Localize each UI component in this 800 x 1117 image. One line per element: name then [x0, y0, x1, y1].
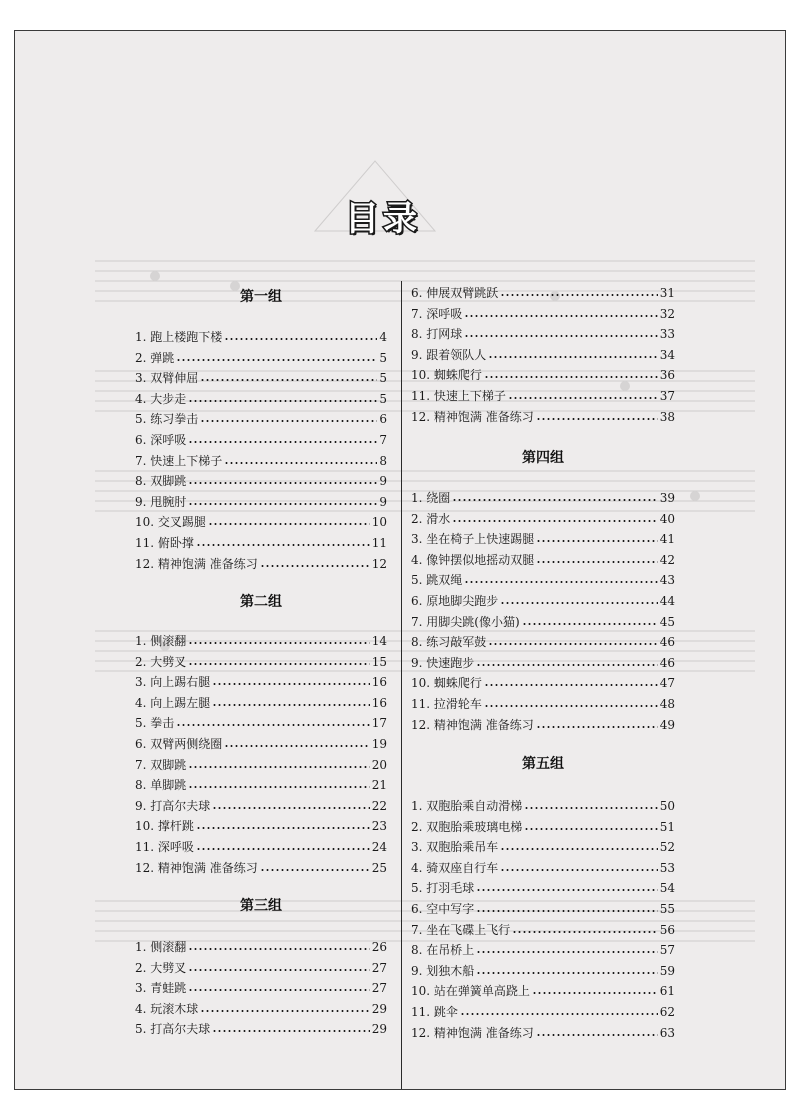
toc-entry[interactable] — [411, 878, 675, 898]
group-heading: 第一组 — [240, 289, 282, 305]
entry-title: 6. 空中写字 — [411, 902, 475, 916]
toc-entry[interactable] — [411, 673, 675, 693]
dot-leader — [188, 766, 369, 768]
dot-leader — [212, 1030, 369, 1032]
entry-page-number: 29 — [371, 1022, 387, 1037]
dot-leader — [188, 989, 369, 991]
dot-leader — [188, 441, 377, 443]
entry-page-number: 16 — [371, 675, 387, 690]
toc-entry[interactable] — [411, 488, 675, 508]
entry-title: 9. 甩腕肘 — [135, 494, 187, 509]
entry-page-number: 61 — [659, 984, 675, 999]
entry-page-number: 46 — [659, 635, 675, 650]
dot-leader — [208, 523, 370, 525]
entry-page-number: 5 — [379, 350, 387, 365]
entry-title: 4. 大步走 — [135, 391, 187, 406]
entry-title: 8. 双脚跳 — [135, 474, 187, 489]
toc-entry[interactable] — [411, 858, 675, 878]
entry-page-number: 44 — [659, 594, 675, 608]
entry-title: 11. 深呼吸 — [135, 840, 194, 854]
toc-entry[interactable] — [411, 796, 675, 816]
toc-entry[interactable] — [135, 755, 387, 775]
toc-entry[interactable] — [411, 653, 675, 673]
entry-page-number: 40 — [659, 511, 675, 526]
entry-page-number: 33 — [659, 327, 675, 342]
dot-leader — [196, 827, 370, 829]
toc-entry[interactable] — [135, 533, 387, 553]
entry-title: 6. 原地脚尖跑步 — [411, 594, 499, 608]
entry-page-number: 22 — [371, 798, 387, 813]
entry-title: 7. 深呼吸 — [411, 306, 463, 321]
toc-entry[interactable] — [411, 283, 675, 303]
entry-page-number: 17 — [371, 716, 387, 731]
dot-leader — [476, 889, 657, 891]
entry-page-number: 16 — [371, 695, 387, 710]
entry-title: 10. 蜘蛛爬行 — [411, 368, 482, 383]
entry-title: 12. 精神饱满 准备练习 — [135, 860, 258, 875]
entry-title: 6. 双臂两侧绕圈 — [135, 737, 223, 751]
toc-entry[interactable] — [135, 693, 387, 713]
entry-title: 11. 跳伞 — [411, 1005, 458, 1019]
entry-page-number: 5 — [379, 371, 387, 386]
toc-entry[interactable] — [135, 652, 387, 672]
toc-entry[interactable] — [135, 327, 387, 347]
entry-page-number: 24 — [371, 840, 387, 854]
dot-leader — [536, 540, 657, 542]
toc-entry[interactable] — [411, 837, 675, 857]
toc-entry[interactable] — [135, 631, 387, 651]
entry-page-number: 39 — [659, 491, 675, 505]
entry-page-number: 9 — [379, 474, 387, 489]
toc-entry[interactable] — [135, 409, 387, 429]
entry-title: 9. 跟着领队人 — [411, 347, 487, 362]
dot-leader — [224, 745, 369, 747]
entry-title: 5. 打羽毛球 — [411, 881, 475, 896]
toc-entry[interactable] — [135, 796, 387, 816]
dot-leader — [484, 705, 658, 707]
entry-title: 4. 玩滚木球 — [135, 1001, 199, 1016]
toc-entry[interactable] — [411, 1023, 675, 1043]
dot-leader — [260, 565, 370, 567]
entry-page-number: 12 — [371, 556, 387, 571]
entry-title: 1. 双胞胎乘自动滑梯 — [411, 799, 523, 813]
entry-page-number: 21 — [371, 778, 387, 793]
dot-leader — [524, 807, 657, 809]
entry-title: 2. 大劈叉 — [135, 960, 187, 975]
dot-leader — [500, 848, 657, 850]
dot-leader — [476, 664, 657, 666]
entry-title: 3. 双胞胎乘吊车 — [411, 840, 499, 855]
entry-page-number: 54 — [659, 881, 675, 896]
dot-leader — [188, 400, 377, 402]
toc-entry[interactable] — [411, 324, 675, 344]
dot-leader — [212, 704, 369, 706]
toc-entry[interactable] — [411, 694, 675, 714]
entry-page-number: 63 — [659, 1025, 675, 1040]
entry-title: 3. 坐在椅子上快速踢腿 — [411, 532, 535, 547]
column-divider — [401, 281, 402, 1089]
toc-entry[interactable] — [411, 570, 675, 590]
entry-title: 1. 侧滚翻 — [135, 940, 187, 954]
entry-title: 9. 快速跑步 — [411, 655, 475, 670]
entry-page-number: 37 — [659, 389, 675, 403]
toc-entry[interactable] — [411, 550, 675, 570]
entry-title: 2. 双胞胎乘玻璃电梯 — [411, 819, 523, 834]
entry-page-number: 62 — [659, 1005, 675, 1019]
toc-entry[interactable] — [135, 937, 387, 957]
dot-leader — [188, 482, 377, 484]
entry-page-number: 9 — [379, 494, 387, 509]
dot-leader — [460, 1013, 658, 1015]
entry-page-number: 45 — [659, 614, 675, 629]
group-heading: 第二组 — [240, 594, 282, 610]
dot-leader — [522, 623, 658, 625]
entry-title: 4. 骑双座自行车 — [411, 860, 499, 875]
dot-leader — [500, 294, 657, 296]
dot-leader — [536, 726, 658, 728]
dot-leader — [200, 1010, 369, 1012]
dot-leader — [212, 807, 369, 809]
toc-entry[interactable] — [411, 365, 675, 385]
toc-entry[interactable] — [135, 512, 387, 532]
toc-entry[interactable] — [411, 509, 675, 529]
entry-title: 6. 深呼吸 — [135, 433, 187, 447]
dot-leader — [488, 356, 657, 358]
entry-title: 9. 打高尔夫球 — [135, 798, 211, 813]
entry-page-number: 56 — [659, 922, 675, 937]
toc-entry[interactable] — [135, 858, 387, 878]
toc-entry[interactable] — [411, 591, 675, 611]
group-heading: 第三组 — [240, 898, 282, 914]
entry-title: 10. 蜘蛛爬行 — [411, 676, 482, 691]
entry-title: 7. 双脚跳 — [135, 757, 187, 772]
toc-entry[interactable] — [411, 386, 675, 406]
dot-leader — [512, 931, 657, 933]
toc-entry[interactable] — [411, 961, 675, 981]
entry-title: 10. 撑杆跳 — [135, 819, 194, 834]
toc-entry[interactable] — [411, 407, 675, 427]
toc-entry[interactable] — [135, 451, 387, 471]
entry-title: 3. 向上踢右腿 — [135, 675, 211, 690]
entry-page-number: 11 — [371, 536, 387, 550]
entry-title: 1. 绕圈 — [411, 491, 451, 505]
dot-leader — [536, 418, 658, 420]
entry-page-number: 10 — [371, 515, 387, 530]
entry-title: 11. 拉滑轮车 — [411, 697, 482, 711]
toc-entry[interactable] — [411, 981, 675, 1001]
toc-entry[interactable] — [411, 345, 675, 365]
entry-page-number: 49 — [659, 717, 675, 732]
entry-page-number: 36 — [659, 368, 675, 383]
dot-leader — [500, 869, 657, 871]
dot-leader — [196, 544, 370, 546]
entry-title: 6. 伸展双臂跳跃 — [411, 286, 499, 300]
entry-page-number: 53 — [659, 860, 675, 875]
entry-title: 10. 站在弹簧单高跷上 — [411, 984, 530, 999]
entry-page-number: 34 — [659, 347, 675, 362]
entry-page-number: 4 — [379, 330, 387, 344]
entry-title: 11. 快速上下梯子 — [411, 389, 506, 403]
entry-page-number: 5 — [379, 391, 387, 406]
entry-page-number: 50 — [659, 799, 675, 813]
toc-page — [14, 30, 786, 1090]
entry-page-number: 23 — [371, 819, 387, 834]
toc-entry[interactable] — [135, 816, 387, 836]
entry-page-number: 59 — [659, 963, 675, 978]
entry-title: 7. 用脚尖跳(像小猫) — [411, 614, 520, 629]
toc-entry[interactable] — [135, 837, 387, 857]
entry-title: 8. 打网球 — [411, 327, 463, 342]
toc-entry[interactable] — [411, 817, 675, 837]
dot-leader — [452, 499, 657, 501]
entry-page-number: 29 — [371, 1001, 387, 1016]
dot-leader — [476, 910, 657, 912]
dot-leader — [464, 335, 657, 337]
entry-page-number: 8 — [379, 453, 387, 468]
entry-page-number: 43 — [659, 573, 675, 588]
entry-page-number: 42 — [659, 552, 675, 567]
toc-entry[interactable] — [135, 368, 387, 388]
entry-page-number: 20 — [371, 757, 387, 772]
toc-entry[interactable] — [135, 348, 387, 368]
toc-entry[interactable] — [411, 529, 675, 549]
dot-leader — [484, 376, 658, 378]
entry-page-number: 51 — [659, 819, 675, 834]
entry-page-number: 41 — [659, 532, 675, 547]
group-heading: 第五组 — [522, 756, 564, 772]
dot-leader — [176, 359, 377, 361]
entry-title: 2. 滑水 — [411, 511, 451, 526]
toc-entry[interactable] — [135, 430, 387, 450]
entry-title: 5. 拳击 — [135, 716, 175, 731]
group-heading: 第四组 — [522, 450, 564, 466]
entry-title: 8. 单脚跳 — [135, 778, 187, 793]
entry-page-number: 47 — [659, 676, 675, 691]
entry-page-number: 31 — [659, 286, 675, 300]
toc-entry[interactable] — [411, 632, 675, 652]
toc-entry[interactable] — [135, 1019, 387, 1039]
entry-title: 2. 弹跳 — [135, 350, 175, 365]
toc-title: 目录 — [345, 199, 421, 239]
entry-title: 7. 快速上下梯子 — [135, 453, 223, 468]
entry-title: 1. 侧滚翻 — [135, 634, 187, 648]
entry-page-number: 57 — [659, 943, 675, 958]
dot-leader — [536, 561, 657, 563]
entry-title: 3. 双臂伸屈 — [135, 371, 199, 386]
dot-leader — [536, 1034, 658, 1036]
toc-entry[interactable] — [135, 999, 387, 1019]
dot-leader — [508, 397, 658, 399]
entry-page-number: 19 — [371, 737, 387, 751]
dot-leader — [484, 684, 658, 686]
toc-entry[interactable] — [135, 554, 387, 574]
entry-title: 5. 跳双绳 — [411, 573, 463, 588]
dot-leader — [532, 992, 658, 994]
entry-title: 4. 向上踢左腿 — [135, 695, 211, 710]
toc-entry[interactable] — [135, 775, 387, 795]
toc-entry[interactable] — [135, 471, 387, 491]
entry-title: 11. 俯卧撑 — [135, 536, 194, 550]
entry-page-number: 7 — [379, 433, 387, 447]
toc-entry[interactable] — [135, 978, 387, 998]
toc-entry[interactable] — [135, 492, 387, 512]
entry-title: 12. 精神饱满 准备练习 — [135, 556, 258, 571]
toc-entry[interactable] — [135, 958, 387, 978]
dot-leader — [500, 602, 657, 604]
entry-title: 5. 练习拳击 — [135, 412, 199, 427]
dot-leader — [224, 338, 377, 340]
toc-entry[interactable] — [135, 734, 387, 754]
entry-page-number: 48 — [659, 697, 675, 711]
toc-entry[interactable] — [411, 612, 675, 632]
entry-title: 1. 跑上楼跑下楼 — [135, 330, 223, 344]
dot-leader — [476, 972, 657, 974]
toc-entry[interactable] — [411, 715, 675, 735]
entry-title: 12. 精神饱满 准备练习 — [411, 1025, 534, 1040]
toc-entry[interactable] — [411, 899, 675, 919]
dot-leader — [188, 948, 369, 950]
dot-leader — [464, 315, 657, 317]
entry-title: 7. 坐在飞碟上飞行 — [411, 922, 511, 937]
dot-leader — [464, 581, 657, 583]
dot-leader — [488, 643, 657, 645]
dot-leader — [196, 848, 370, 850]
entry-page-number: 38 — [659, 409, 675, 424]
entry-page-number: 14 — [371, 634, 387, 648]
dot-leader — [200, 420, 377, 422]
dot-leader — [452, 520, 657, 522]
entry-page-number: 27 — [371, 981, 387, 996]
dot-leader — [524, 828, 657, 830]
entry-page-number: 52 — [659, 840, 675, 855]
entry-title: 10. 交叉踢腿 — [135, 515, 206, 530]
entry-page-number: 25 — [371, 860, 387, 875]
toc-entry[interactable] — [135, 672, 387, 692]
dot-leader — [188, 503, 377, 505]
entry-page-number: 15 — [371, 654, 387, 669]
dot-leader — [188, 969, 369, 971]
entry-title: 12. 精神饱满 准备练习 — [411, 409, 534, 424]
dot-leader — [224, 462, 377, 464]
entry-title: 12. 精神饱满 准备练习 — [411, 717, 534, 732]
entry-title: 9. 划独木船 — [411, 963, 475, 978]
entry-title: 8. 练习敲军鼓 — [411, 635, 487, 650]
dot-leader — [260, 869, 370, 871]
dot-leader — [188, 642, 369, 644]
toc-entry[interactable] — [411, 1002, 675, 1022]
dot-leader — [188, 663, 369, 665]
dot-leader — [176, 724, 369, 726]
entry-page-number: 6 — [379, 412, 387, 427]
entry-page-number: 32 — [659, 306, 675, 321]
entry-title: 2. 大劈叉 — [135, 654, 187, 669]
toc-entry[interactable] — [135, 713, 387, 733]
entry-title: 5. 打高尔夫球 — [135, 1022, 211, 1037]
entry-title: 4. 像钟摆似地摇动双腿 — [411, 552, 535, 567]
dot-leader — [188, 786, 369, 788]
entry-page-number: 46 — [659, 655, 675, 670]
dot-leader — [200, 379, 377, 381]
toc-entry[interactable] — [135, 389, 387, 409]
toc-entry[interactable] — [411, 304, 675, 324]
toc-entry[interactable] — [411, 940, 675, 960]
entry-title: 8. 在吊桥上 — [411, 943, 475, 958]
dot-leader — [476, 951, 657, 953]
dot-leader — [212, 683, 369, 685]
entry-page-number: 27 — [371, 960, 387, 975]
entry-page-number: 26 — [371, 940, 387, 954]
entry-page-number: 55 — [659, 902, 675, 916]
entry-title: 3. 青蛙跳 — [135, 981, 187, 996]
toc-entry[interactable] — [411, 920, 675, 940]
